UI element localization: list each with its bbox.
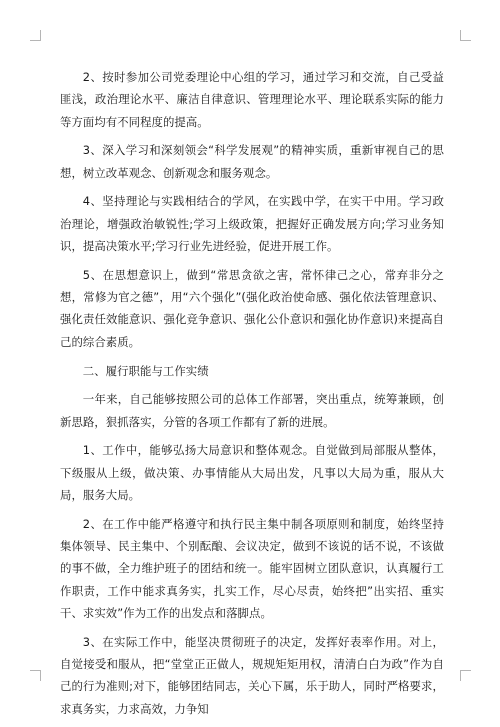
section-heading-duties-performance: 二、履行职能与工作实绩 — [82, 363, 209, 378]
paragraph-theory-practice: 4、坚持理论与实践相结合的学风，在实践中学，在实干中用。学习政治理论，增强政治敏锐性;学习上级政策，把握好正确发展方向;学习业务知识，提高决策水平;学习行业先进经验，促进开展工作。 — [60, 194, 444, 254]
paragraph-practical-work: 3、在实际工作中，能坚决贯彻班子的决定，发挥好表率作用。对上，自觉接受和服从，把“堂堂正正做人，规规矩矩用权，清清白白为政”作为自己的行为准则;对下，能够团结同志，关心下属，乐于助人，同时严格要求，求真务实，力求高效，力争知 — [60, 634, 444, 716]
paragraph-ideological-awareness: 5、在思想意识上，做到“常思贪欲之害，常怀律己之心，常弃非分之想，常修为官之德”，用“六个强化”(强化政治使命感、强化依法管理意识、强化责任效能意识、强化竞争意识、强化公仆意识和强化协作意识)来提高自己的综合素质。 — [60, 267, 444, 349]
crop-mark-bottom-right — [460, 670, 471, 681]
crop-mark-top-left — [30, 30, 41, 41]
paragraph-scientific-development: 3、深入学习和深刻领会“科学发展观”的精神实质，重新审视自己的思想，树立改革观念、创新观念和服务观念。 — [60, 143, 444, 180]
paragraph-big-picture: 1、工作中，能够弘扬大局意识和整体观念。自觉做到局部服从整体，下级服从上级，做决策、办事情能从大局出发，凡事以大局为重，服从大局，服务大局。 — [60, 443, 444, 503]
crop-mark-bottom-left — [30, 670, 41, 681]
paragraph-year-overview: 一年来，自己能够按照公司的总体工作部署，突出重点，统筹兼顾，创新思路，狠抓落实，分管的各项工作都有了新的进展。 — [60, 392, 444, 429]
paragraph-theory-study-party-committee: 2、按时参加公司党委理论中心组的学习，通过学习和交流，自己受益匪浅，政治理论水平、廉洁自律意识、管理理论水平、理论联系实际的能力等方面均有不同程度的提高。 — [60, 70, 444, 129]
document-body — [60, 66, 444, 727]
crop-mark-top-right — [460, 30, 471, 41]
paragraph-democratic-centralism: 2、在工作中能严格遵守和执行民主集中制各项原则和制度，始终坚持集体领导、民主集中、个别酝酿、会议决定，做到不该说的话不说，不该做的事不做，全力维护班子的团结和统一。能牢固树立团队意识，认真履行工作职责，工作中能求真务实，扎实工作，尽心尽责，始终把”出实招、重实干、求实效”作为工作的出发点和落脚点。 — [60, 516, 444, 621]
